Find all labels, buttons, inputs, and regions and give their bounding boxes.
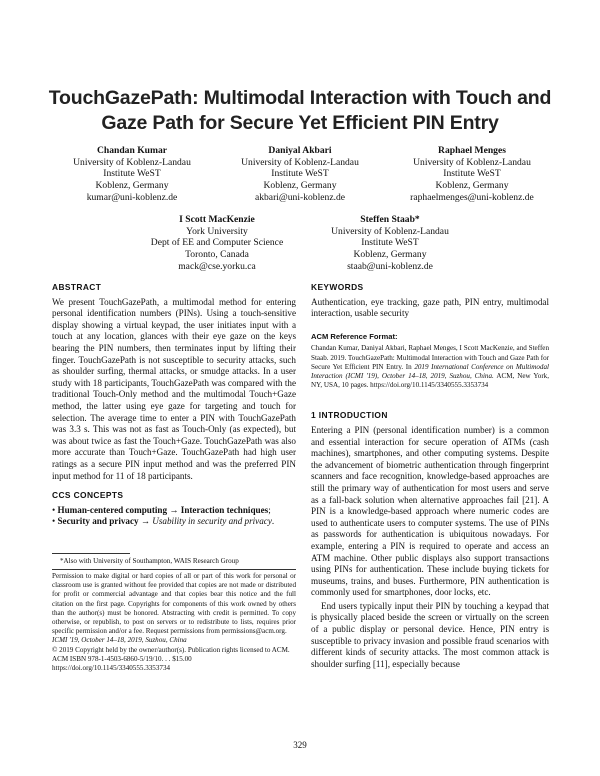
author-block xyxy=(392,145,552,204)
intro-heading: 1 INTRODUCTION xyxy=(311,410,388,421)
conference-line: ICMI '19, October 14–18, 2019, Suzhou, China xyxy=(52,636,187,645)
author-name: Steffen Staab* xyxy=(360,214,420,225)
author-name: I Scott MacKenzie xyxy=(179,214,255,225)
author-name: Raphael Menges xyxy=(438,145,506,156)
page-number: 329 xyxy=(293,740,307,750)
author-name: Chandan Kumar xyxy=(96,145,168,156)
author-affiliation: York University xyxy=(186,225,248,237)
author-email[interactable]: mack@cse.yorku.ca xyxy=(178,260,256,272)
author-block xyxy=(312,214,468,273)
ccs-item: • Security and privacy → Usability in security and privacy. xyxy=(52,516,275,527)
abstract-text: We present TouchGazePath, a multimodal method for entering personal identification numbers (PINs). Using a touch-sensitive display showing a virtual keypad, the user initiates input with a touch at any location, glances with their eye gaze on the keys bearing the PIN numbers, then terminates input by lifting their finger. TouchGazePath is not susceptible to security attacks, such as shoulder surfing, thermal attacks, or smudge attacks. In a user study with 18 participants, TouchGazePath was compared with the traditional Touch-Only method and the multimodal Touch+Gaze method, the latter using eye gaze for targeting and touch for selection. The average time to enter a PIN with TouchGazePath was 3.3 s. This was not as fast as Touch-Only (as expected), but was about twice as fast the Touch+Gaze. TouchGazePath was also more accurate than Touch+Gaze. TouchGazePath had high user ratings as a secure PIN input method and was the preferred PIN input method for 11 of 18 participants. xyxy=(52,296,296,481)
author-block xyxy=(132,214,302,273)
intro-paragraph-1: Entering a PIN (personal identification number) is a common and essential interaction for secure operation of ATMs (cash machines), smartphones, and other computing systems. Despite the advancement of biometric authentication through fingerprint scanners and face recognition, knowledge-based approaches are still the primary way of authentication for most users and serve as a fall-back solution when alternative approaches fail [21]. A PIN is a knowledge-based approach where numeric codes are used to authenticate users to computer systems. The use of PINs as passwords for authentication is ubiquitous nowadays. For example, entering a PIN is required to operate and access an ATM machine. Other public displays also support transactions using PINs for authentication. These include buying tickets for museums, trains, and buses. Furthermore, PIN authentication is commonly used for smartphones, door locks, etc. xyxy=(311,424,549,598)
author-block xyxy=(226,145,374,204)
author-institute: Dept of EE and Computer Science xyxy=(150,237,284,249)
acm-ref-heading: ACM Reference Format: xyxy=(311,331,398,341)
permission-block xyxy=(52,572,296,673)
author-email[interactable]: raphaelmenges@uni-koblenz.de xyxy=(410,191,534,203)
author-affiliation: University of Koblenz-Landau xyxy=(73,156,191,168)
intro-paragraph-2: End users typically input their PIN by touching a keypad that is physically placed beside the screen or virtually on the screen of a public display or personal device. Hence, PIN entry is susceptible to privacy invasion and possible fraud scenarios with different kinds of security attacks. The most common attack is shoulder surfing [11], especially because xyxy=(311,600,549,669)
author-location: Koblenz, Germany xyxy=(435,180,509,192)
permission-rule xyxy=(52,569,296,570)
author-email[interactable]: akbari@uni-koblenz.de xyxy=(254,191,346,203)
author-institute: Institute WeST xyxy=(271,168,329,180)
keywords-text: Authentication, eye tracking, gaze path, PIN entry, multimodal interaction, usable security xyxy=(311,296,549,319)
author-location: Koblenz, Germany xyxy=(353,249,427,261)
ccs-heading: CCS CONCEPTS xyxy=(52,490,124,501)
ccs-item: • Human-centered computing → Interaction techniques; xyxy=(52,504,271,515)
left-column xyxy=(52,282,296,528)
author-affiliation: University of Koblenz-Landau xyxy=(413,156,531,168)
author-institute: Institute WeST xyxy=(103,168,161,180)
footnote-rule xyxy=(52,553,130,554)
paper-title: TouchGazePath: Multimodal Interaction with Touch and Gaze Path for Secure Yet Efficient PIN Entry xyxy=(48,87,552,134)
author-name: Daniyal Akbari xyxy=(268,145,332,156)
right-column xyxy=(311,282,549,670)
footnote: *Also with University of Southampton, WAIS Research Group xyxy=(60,557,239,565)
author-location: Toronto, Canada xyxy=(185,249,249,261)
author-email[interactable]: staab@uni-koblenz.de xyxy=(347,260,433,272)
author-location: Koblenz, Germany xyxy=(263,180,337,192)
author-location: Koblenz, Germany xyxy=(95,180,169,192)
acm-ref-text: Chandan Kumar, Daniyal Akbari, Raphael Menges, I Scott MacKenzie, and Steffen Staab. 2019. TouchGazePath: Multimodal Interaction with Touch and Gaze Path for Secure Yet Efficient PIN Entry. In 2019 International Conference on Multimodal Interaction (ICMI '19), October 14–18, 2019, Suzhou, China. ACM, New York, NY, USA, 10 pages. https://doi.org/10.1145/3340555.3353734 xyxy=(311,344,549,390)
ccs-list xyxy=(52,505,296,528)
author-block xyxy=(58,145,206,204)
doi-link[interactable]: https://doi.org/10.1145/3340555.3353734 xyxy=(52,664,171,673)
permission-text: Permission to make digital or hard copies of all or part of this work for personal or classroom use is granted without fee provided that copies are not made or distributed for profit or commercial advantage and that copies bear this notice and the full citation on the first page. Copyrights for components of this work owned by others than the author(s) must be honored. Abstracting with credit is permitted. To copy otherwise, or republish, to post on servers or to redistribute to lists, requires prior specific permission and/or a fee. Request permissions from permissions@acm.org. xyxy=(52,572,296,636)
copyright-line: © 2019 Copyright held by the owner/author(s). Publication rights licensed to ACM. xyxy=(52,645,290,654)
author-institute: Institute WeST xyxy=(443,168,501,180)
keywords-heading: KEYWORDS xyxy=(311,282,364,292)
author-affiliation: University of Koblenz-Landau xyxy=(331,225,449,237)
author-affiliation: University of Koblenz-Landau xyxy=(241,156,359,168)
author-institute: Institute WeST xyxy=(361,237,419,249)
author-email[interactable]: kumar@uni-koblenz.de xyxy=(86,191,178,203)
abstract-heading: ABSTRACT xyxy=(52,282,102,292)
isbn-line: ACM ISBN 978-1-4503-6860-5/19/10. . . $15.00 xyxy=(52,654,192,663)
